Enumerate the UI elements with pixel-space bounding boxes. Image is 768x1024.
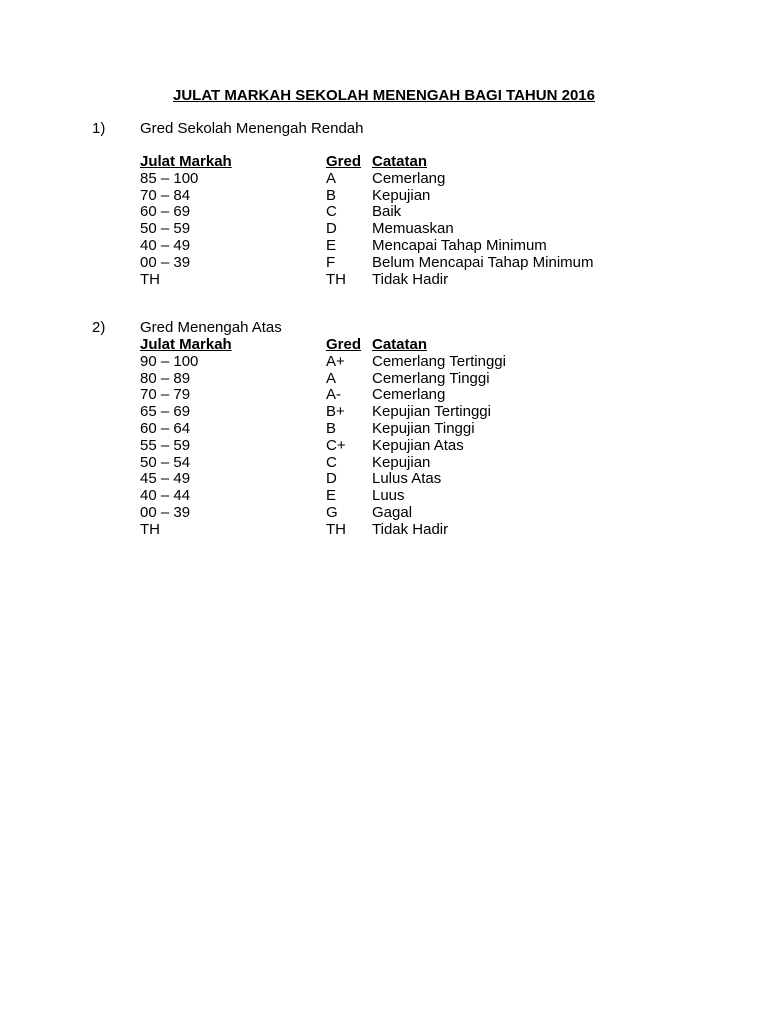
note-cell: Tidak Hadir	[372, 520, 449, 538]
table-row	[0, 204, 768, 221]
note-cell: Cemerlang Tinggi	[372, 369, 490, 387]
range-cell: 90 – 100	[140, 352, 199, 370]
table-row	[0, 505, 768, 522]
table-header-row	[0, 337, 768, 354]
note-cell: Tidak Hadir	[372, 270, 449, 288]
table-row	[0, 371, 768, 388]
table-row	[0, 455, 768, 472]
table-row	[0, 171, 768, 188]
note-cell: Kepujian Tertinggi	[372, 403, 491, 421]
note-cell: Cemerlang Tertinggi	[372, 352, 506, 370]
note-cell: Gagal	[372, 503, 413, 521]
grade-cell: G	[326, 503, 338, 521]
table-row	[0, 404, 768, 421]
table-row	[0, 255, 768, 272]
range-cell: TH	[140, 270, 160, 288]
column-header-grade: Gred	[326, 336, 362, 353]
note-cell: Belum Mencapai Tahap Minimum	[372, 253, 594, 271]
section-title: Gred Sekolah Menengah Rendah	[140, 120, 364, 137]
grade-cell: D	[326, 470, 337, 488]
column-header-note: Catatan	[372, 153, 428, 170]
range-cell: 40 – 49	[140, 236, 191, 254]
grade-cell: C	[326, 203, 337, 221]
range-cell: 60 – 64	[140, 419, 191, 437]
table-row	[0, 522, 768, 539]
range-cell: 50 – 54	[140, 453, 191, 471]
grade-cell: A-	[326, 386, 341, 404]
table-header-row	[0, 154, 768, 171]
column-header-note: Catatan	[372, 336, 428, 353]
column-header-grade: Gred	[326, 153, 362, 170]
range-cell: 00 – 39	[140, 503, 191, 521]
table-row	[0, 387, 768, 404]
range-cell: 45 – 49	[140, 470, 191, 488]
grade-cell: E	[326, 487, 337, 505]
section-lower-secondary	[0, 120, 768, 288]
section-heading	[0, 120, 768, 138]
note-cell: Cemerlang	[372, 169, 446, 187]
grade-cell: B	[326, 419, 337, 437]
note-cell: Kepujian Tinggi	[372, 419, 475, 437]
grade-cell: C	[326, 453, 337, 471]
range-cell: 85 – 100	[140, 169, 199, 187]
table-row	[0, 438, 768, 455]
range-cell: 70 – 84	[140, 186, 191, 204]
section-title: Gred Menengah Atas	[140, 319, 282, 336]
grade-cell: B	[326, 186, 337, 204]
section-heading	[0, 319, 768, 337]
note-cell: Kepujian Atas	[372, 436, 464, 454]
range-cell: 00 – 39	[140, 253, 191, 271]
section-upper-secondary	[0, 319, 768, 539]
grade-cell: C+	[326, 436, 346, 454]
section-number: 1)	[92, 120, 106, 137]
table-row	[0, 421, 768, 438]
grade-cell: A+	[326, 352, 345, 370]
range-cell: 65 – 69	[140, 403, 191, 421]
table-row	[0, 471, 768, 488]
note-cell: Luus	[372, 487, 405, 505]
note-cell: Cemerlang	[372, 386, 446, 404]
table-row	[0, 221, 768, 238]
table-row	[0, 488, 768, 505]
note-cell: Memuaskan	[372, 220, 454, 238]
table-row	[0, 238, 768, 255]
grade-cell: A	[326, 169, 337, 187]
range-cell: 80 – 89	[140, 369, 191, 387]
range-cell: 55 – 59	[140, 436, 191, 454]
grade-cell: TH	[326, 520, 346, 538]
column-header-range: Julat Markah	[140, 336, 232, 353]
grade-cell: D	[326, 220, 337, 238]
grade-cell: F	[326, 253, 336, 271]
grade-table	[0, 337, 768, 539]
grade-table	[0, 154, 768, 288]
grade-cell: TH	[326, 270, 346, 288]
table-row	[0, 188, 768, 205]
table-row	[0, 354, 768, 371]
section-number: 2)	[92, 319, 106, 336]
grade-cell: E	[326, 236, 337, 254]
note-cell: Mencapai Tahap Minimum	[372, 236, 547, 254]
table-row	[0, 272, 768, 289]
range-cell: TH	[140, 520, 160, 538]
range-cell: 70 – 79	[140, 386, 191, 404]
grade-cell: B+	[326, 403, 345, 421]
document-title: JULAT MARKAH SEKOLAH MENENGAH BAGI TAHUN 2016	[173, 87, 595, 104]
range-cell: 40 – 44	[140, 487, 191, 505]
note-cell: Lulus Atas	[372, 470, 442, 488]
note-cell: Kepujian	[372, 186, 431, 204]
grade-cell: A	[326, 369, 337, 387]
note-cell: Baik	[372, 203, 402, 221]
range-cell: 50 – 59	[140, 220, 191, 238]
column-header-range: Julat Markah	[140, 153, 232, 170]
range-cell: 60 – 69	[140, 203, 191, 221]
note-cell: Kepujian	[372, 453, 431, 471]
